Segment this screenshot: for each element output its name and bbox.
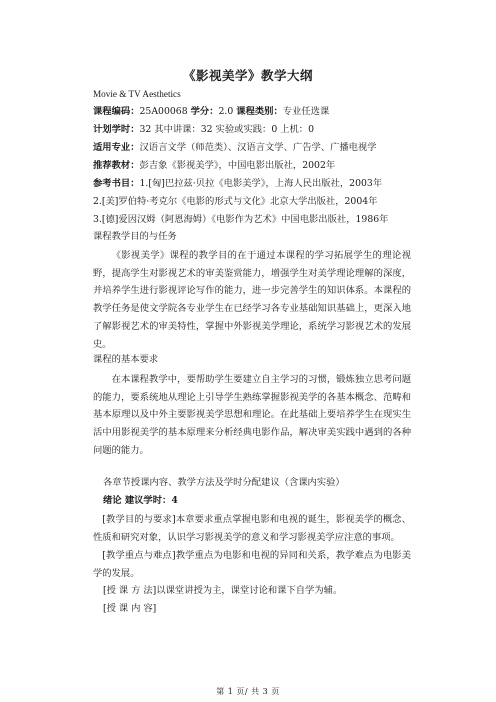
document-title: 《影视美学》教学大纲 bbox=[182, 68, 313, 83]
category-value: 专业任选课 bbox=[282, 106, 330, 117]
section-chapters-heading: 各章节授课内容、教学方法及学时分配建议（含课内实验） bbox=[103, 477, 345, 488]
hours-label: 计划学时： bbox=[93, 124, 140, 135]
category-label: 课程类别： bbox=[236, 106, 283, 117]
reference-2: 2.[美]罗伯特·考克尔《电影的形式与文化》北京大学出版社，2004年 bbox=[93, 196, 378, 207]
intro-focus-paragraph: [教学重点与难点]教学重点为电影和电视的异同和关系，教学难点为电影美学的发展。 bbox=[93, 550, 411, 579]
course-code-value: 25A00068 bbox=[139, 106, 188, 117]
section-objectives-heading: 课程教学目的与任务 bbox=[93, 231, 177, 242]
textbook-value: 彭吉象《影视美学》，中国电影出版社，2002年 bbox=[139, 160, 336, 171]
refs-line bbox=[93, 178, 382, 190]
hours-line bbox=[93, 124, 314, 136]
majors-line bbox=[93, 142, 377, 154]
course-code-label: 课程编码： bbox=[93, 106, 140, 117]
intro-goals-paragraph: [教学目的与要求]本章要求重点掌握电影和电视的诞生，影视美学的概念、性质和研究对象，认识学习影视美学的意义和学习影视美学应注意的事项。 bbox=[93, 514, 411, 543]
requirements-paragraph: 在本课程教学中，要帮助学生要建立自主学习的习惯，锻炼独立思考问题的能力，要系统地从理论上引导学生熟练掌握影视美学的各基本概念、范畴和基本原理以及中外主要影视美学思想和理论。在此基础上要培养学生在现实生活中用影视美学的基本原理来分析经典电影作品，解决审美实践中遇到的各种问题的能力。 bbox=[93, 374, 411, 456]
intro-heading: 绪论 建议学时：4 bbox=[103, 495, 178, 506]
textbook-label: 推荐教材： bbox=[93, 160, 140, 171]
textbook-line bbox=[93, 160, 335, 172]
section-requirements-heading: 课程的基本要求 bbox=[93, 354, 159, 365]
page-footer: 第 1 页/ 共 3 页 bbox=[216, 687, 280, 696]
reference-3: 3.[德]爱因汉姆（阿恩海姆）《电影作为艺术》中国电影出版社，1986年 bbox=[93, 214, 389, 225]
refs-label: 参考书目： bbox=[93, 178, 140, 189]
credits-label: 学分： bbox=[190, 106, 219, 117]
intro-content-line: [授 课 内 容] bbox=[103, 603, 157, 614]
hours-value: 32 其中讲课：32 实验或实践：0 上机：0 bbox=[139, 124, 315, 135]
objectives-paragraph: 《影视美学》课程的教学目的在于通过本课程的学习拓展学生的理论视野，提高学生对影视艺术的审美鉴赏能力，增强学生对美学理论理解的深度，并培养学生进行影视评论写作的能力，进一步完善学生的知识体系。本课程的教学任务是使文学院各专业学生在已经学习各专业基础知识基础上，更深入地了解影视艺术的审美特性，掌握中外影视美学理论，系统学习影视艺术的发展史。 bbox=[93, 250, 411, 350]
english-title: Movie & TV Aesthetics bbox=[93, 89, 181, 99]
course-code-line bbox=[93, 106, 329, 118]
majors-label: 适用专业： bbox=[93, 142, 140, 153]
intro-method-line: [授 课 方 法]以课堂讲授为主，课堂讨论和课下自学为辅。 bbox=[103, 585, 343, 596]
majors-value: 汉语言文学（师范类）、汉语言文学、广告学、广播电视学 bbox=[139, 142, 377, 153]
reference-1: 1.[匈]巴拉兹·贝拉《电影美学》，上海人民出版社，2003年 bbox=[139, 178, 383, 189]
credits-value: 2.0 bbox=[218, 106, 234, 117]
